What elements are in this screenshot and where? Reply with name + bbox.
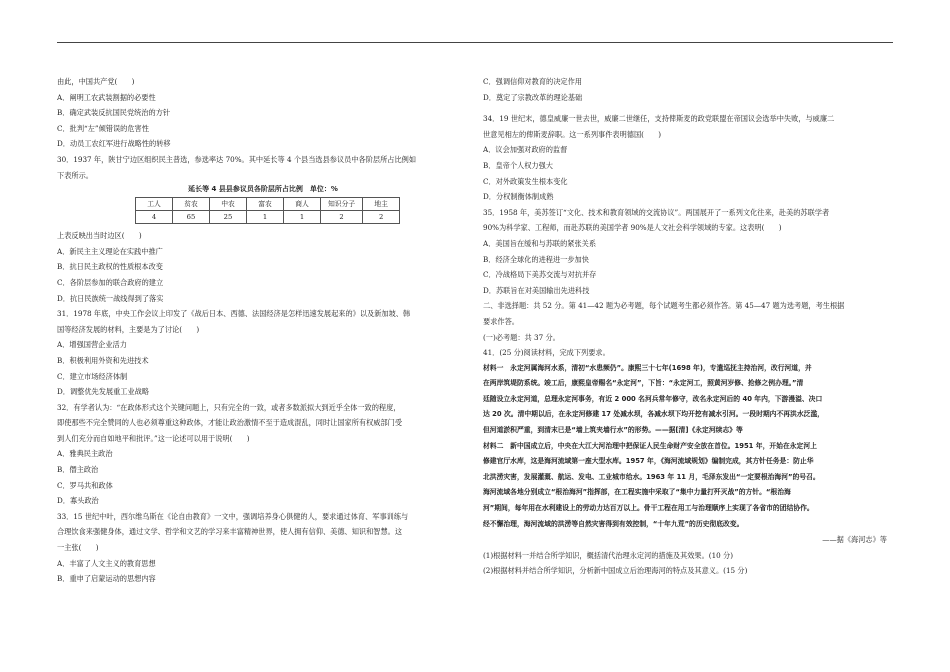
q33-stem-line: 33．15 世纪中叶，西尔维乌斯在《论自由教育》一文中，强调培养身心俱健的人，要求通过体育、军事训练与 (57, 511, 409, 521)
material-1-line: 材料一 永定河属海河水系，清初“水患频仍”。康熙三十七年(1698 年)，专遣巡抚主持治河，改行河道，并 (483, 363, 812, 372)
table-cell: 富农 (247, 198, 284, 211)
section-2-subheading: (一)必考题：共 37 分。 (483, 332, 560, 342)
q34-stem-line: 34．19 世纪末，德皇威廉一世去世，威廉二世继任，支持俾斯麦的政党联盟在帝国议会选举中失败，与威廉二 (483, 114, 835, 124)
left-column (57, 74, 469, 587)
table-cell: 1 (247, 211, 284, 224)
q29-option-b: B．确定武装反抗国民党统治的方针 (57, 108, 171, 118)
q30-table (135, 197, 400, 224)
material-2-source: ——据《海河志》等 (822, 535, 887, 545)
q34-option-b: B．皇帝个人权力强大 (483, 160, 553, 170)
q30-stem-line: 30．1937 年，陕甘宁边区组织民主普选，参选率达 70%。其中延长等 4 个县当选县参议员中各阶层所占比例如 (57, 154, 417, 164)
material-2-line: 材料二 新中国成立后，中央在大江大河治理中把保证人民生命财产安全放在首位。1951 年，开始在永定河上 (483, 441, 817, 450)
q41-subquestion-1: (1)根据材料一并结合所学知识，概括清代治理永定河的措施及其效果。(10 分) (483, 550, 734, 560)
q41-subquestion-2: (2)根据材料并结合所学知识，分析新中国成立后治理海河的特点及其意义。(15 分) (483, 566, 748, 576)
q30-stem-line: 下表所示。 (57, 170, 93, 180)
q30-option-d: D．抗日民族统一战线得到了落实 (57, 293, 164, 303)
q35-option-b: B．经济全球化的进程进一步加快 (483, 254, 589, 264)
material-1-line: 在两岸筑堤防系统。竣工后，康熙皇帝赐名“永定河”，下旨：“永定河工，照黄河岁修、抢修之例办理。”清 (483, 379, 804, 388)
material-2-line: 经不懈治理，海河流域的洪涝等自然灾害得到有效控制，“十年九荒”的历史彻底改变。 (483, 519, 744, 528)
table-cell: 2 (321, 211, 363, 224)
q32-stem-line: 即使那些不完全赞同的人也必须尊重这种政体，才能让政治激情不至于造成混乱，同时让国家所有权威部门受 (57, 418, 403, 428)
q31-option-c: C．建立市场经济体制 (57, 371, 128, 381)
q35-stem-line: 35．1958 年，美苏签订“文化、技术和教育领域的交流协议”。两国展开了一系列文化往来，赴美的苏联学者 (483, 207, 830, 217)
q30-question: 上表反映出当时边区( ) (57, 231, 142, 241)
q32-stem-line: 到人们充分而自如地平和批评。”这一论述可以用于说明( ) (57, 433, 250, 443)
q29-option-d: D．动员工农红军进行战略性的转移 (57, 139, 171, 149)
q35-option-c: C．冷战格局下美苏交流与对抗并存 (483, 270, 597, 280)
table-cell: 商人 (284, 198, 321, 211)
q31-stem-line: 31．1978 年底，中央工作会议上印发了《战后日本、西德、法国经济是怎样迅速发展起来的》以及新加坡、韩 (57, 309, 411, 319)
table-cell: 中农 (210, 198, 247, 211)
q33-option-c: C．强调信仰对教育的决定作用 (483, 77, 582, 86)
material-2-line: 北洪涝灾害，发展灌溉、航运、发电、工业城市给水。1963 年 11 月，毛泽东发出“一定要根治海河”的号召。 (483, 472, 820, 481)
q33-option-a: A．丰富了人文主义的教育思想 (57, 558, 156, 568)
q34-option-c: C．对外政策发生根本变化 (483, 176, 568, 186)
q31-option-b: B．积极利用外资和先进技术 (57, 355, 149, 365)
q34-option-d: D．分权制衡体制成熟 (483, 192, 554, 202)
q35-stem-line: 90%为科学家、工程师，而赴苏联的美国学者 90%是人文社会科学领域的专家。这表明( ) (483, 223, 782, 233)
q34-option-a: A．议会加强对政府的监督 (483, 145, 568, 155)
q33-stem-line: 一主张( ) (57, 543, 99, 553)
material-2-line: 海河流域各地分别成立“根治海河”指挥部，在工程实施中采取了“集中力量打歼灭战”的方针。“根治海 (483, 488, 791, 497)
q29-option-a: A．阐明工农武装割据的必要性 (57, 92, 156, 102)
q30-table-header-row (136, 198, 400, 211)
q30-option-c: C．各阶层参加的联合政府的建立 (57, 277, 164, 287)
q29-option-c: C．批判“左”倾错误的危害性 (57, 123, 149, 133)
table-cell: 贫农 (173, 198, 210, 211)
material-1-line: 廷随设立永定河道，总理永定河事务，有近 2 000 名河兵常年修守，改名永定河后的 40 年内，下游漫溢、决口 (483, 394, 823, 403)
q32-option-d: D．寡头政治 (57, 496, 99, 506)
q32-option-c: C．罗马共和政体 (57, 480, 113, 490)
q41-title: 41．(25 分)阅读材料，完成下列要求。 (483, 348, 610, 358)
q31-option-a: A．增强国营企业活力 (57, 340, 127, 350)
q31-option-d: D．调整优先发展重工业战略 (57, 387, 150, 397)
q31-stem-line: 国等经济发展的材料，主要是为了讨论( ) (57, 324, 200, 334)
table-cell: 2 (363, 211, 400, 224)
right-column (483, 74, 893, 579)
material-2-line: 河”期间，每年用在水利建设上的劳动力达百万以上。骨干工程在用工与治理顺序上实现了各省市的团结协作。 (483, 504, 814, 513)
q33-stem-line: 合理饮食来强健身体，通过文学、哲学和文艺的学习来丰富精神世界，使人拥有信仰、美德、知识和智慧。这 (57, 527, 403, 537)
table-cell: 知识分子 (321, 198, 363, 211)
q35-option-a: A．美国旨在缓和与苏联的紧张关系 (483, 238, 597, 248)
q32-option-a: A．雅典民主政治 (57, 449, 113, 459)
section-2-heading: 二、非选择题：共 52 分。第 41—42 题为必考题，每个试题考生都必须作答。第 45—47 题为选考题，考生根据 (483, 301, 845, 311)
table-cell: 工人 (136, 198, 173, 211)
q29-stem-tail: 由此，中国共产党( ) (57, 77, 135, 86)
material-1-line: 但河道淤积严重，到清末已是“墙上筑夹墙行水”的形势。——据[清]《永定河续志》等 (483, 426, 743, 435)
material-1-line: 达 20 次。清中期以后，在永定河修建 17 处减水坝，各减水坝下均开挖有减水引河。一段时期内不再洪水泛滥， (483, 410, 825, 419)
q33-option-d: D．奠定了宗教改革的理论基础 (483, 92, 583, 102)
q30-table-value-row (136, 211, 400, 224)
table-cell: 1 (284, 211, 321, 224)
table-cell: 65 (173, 211, 210, 224)
table-cell: 地主 (363, 198, 400, 211)
q30-option-b: B．抗日民主政权的性质根本改变 (57, 262, 163, 272)
table-cell: 4 (136, 211, 173, 224)
header-rule (57, 42, 893, 43)
table-cell: 25 (210, 211, 247, 224)
q32-option-b: B．僭主政治 (57, 465, 99, 475)
q35-option-d: D．苏联旨在对美国输出先进科技 (483, 285, 590, 295)
q32-stem-line: 32．有学者认为：“在政体形式这个关键问题上，只有完全的一致，或者多数派拟大到近乎全体一致的程度， (57, 402, 401, 412)
q30-option-a: A．新民主主义理论在实践中推广 (57, 246, 163, 256)
q30-table-title: 延长等 4 县县参议员各阶层所占比例 单位：% (188, 185, 338, 194)
section-2-heading: 要求作答。 (483, 316, 519, 326)
q33-option-b: B．重申了启蒙运动的思想内容 (57, 574, 156, 584)
material-2-line: 修建官厅水库，这是海河流域第一座大型水库。1957 年，《海河流域规划》编制完成，其方针任务是：防止华 (483, 457, 814, 466)
q34-stem-line: 世意见相左的俾斯麦辞职。这一系列事件表明德国( ) (483, 129, 662, 139)
